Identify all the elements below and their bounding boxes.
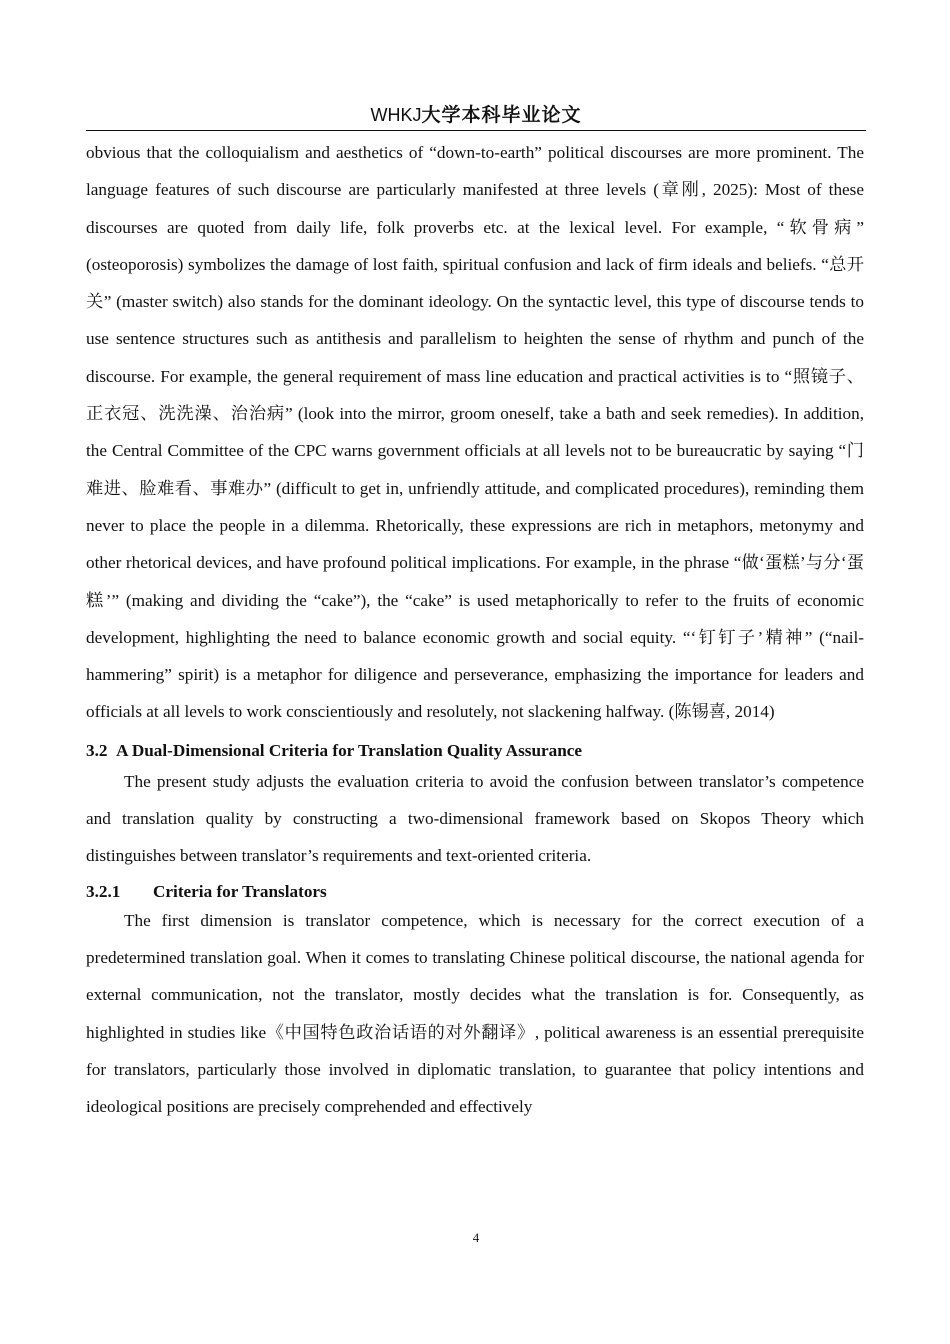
body-paragraph-section-3-2-1: The first dimension is translator competence, which is necessary for the correct execution of a predetermined translation goal. When it comes to translating Chinese political discourse, the national agenda for external communication, not the translator, mostly decides what the translation is for. Consequently, as highlighted in studies like《中国特色政治话语的对外翻译》, political awareness is an essential prerequisite for translators, particularly those involved in diplomatic translation, to guarantee that policy intentions and ideological positions are precisely comprehended and effectively [86,910,864,1117]
section-number: 3.2 [86,740,108,760]
header-divider [86,130,866,131]
page-body [86,134,864,1125]
section-title: A Dual-Dimensional Criteria for Translation Quality Assurance [116,740,583,760]
subsection-title: Criteria for Translators [153,881,327,901]
section-heading-3-2 [86,731,864,763]
page-number: 4 [472,1230,480,1245]
running-header [86,100,866,130]
subsection-heading-3-2-1 [86,874,864,902]
subsection-number: 3.2.1 [86,881,121,901]
running-header-title: 大学本科毕业论文 [421,105,582,126]
body-paragraph-section-3-2: The present study adjusts the evaluation criteria to avoid the confusion between translator’s competence and translation quality by constructing a two-dimensional framework based on Skopos Theory which distinguishes between translator’s requirements and text-oriented criteria. [86,771,864,866]
body-paragraph-continued: obvious that the colloquialism and aesthetics of “down-to-earth” political discourses are more prominent. The language features of such discourse are particularly manifested at three levels (章刚, 2025): Most of these discourses are quoted from daily life, folk proverbs etc. at the lexical level. For example, “软骨病” (osteoporosis) symbolizes the damage of lost faith, spiritual confusion and lack of firm ideals and beliefs. “总开关” (master switch) also stands for the dominant ideology. On the syntactic level, this type of discourse tends to use sentence structures such as antithesis and parallelism to heighten the sense of rhythm and punch of the discourse. For example, the general requirement of mass line education and practical activities is to “照镜子、正衣冠、洗洗澡、治治病” (look into the mirror, groom oneself, take a bath and seek remedies). In addition, the Central Committee of the CPC warns government officials at all levels not to be bureaucratic by saying “门难进、脸难看、事难办” (difficult to get in, unfriendly attitude, and complicated procedures), reminding them never to place the people in a dilemma. Rhetorically, these expressions are rich in metaphors, metonymy and other rhetorical devices, and have profound political implications. For example, in the phrase “做‘蛋糕’与分‘蛋糕’” (making and dividing the “cake”), the “cake” is used metaphorically to refer to the fruits of economic development, highlighting the need to balance economic growth and social equity. “‘钉钉子’精神” (“nail-hammering” spirit) is a metaphor for diligence and perseverance, emphasizing the importance for leaders and officials at all levels to work conscientiously and resolutely, not slackening halfway. (陈锡喜, 2014) [86,143,864,722]
running-header-university: WHKJ [370,105,422,125]
